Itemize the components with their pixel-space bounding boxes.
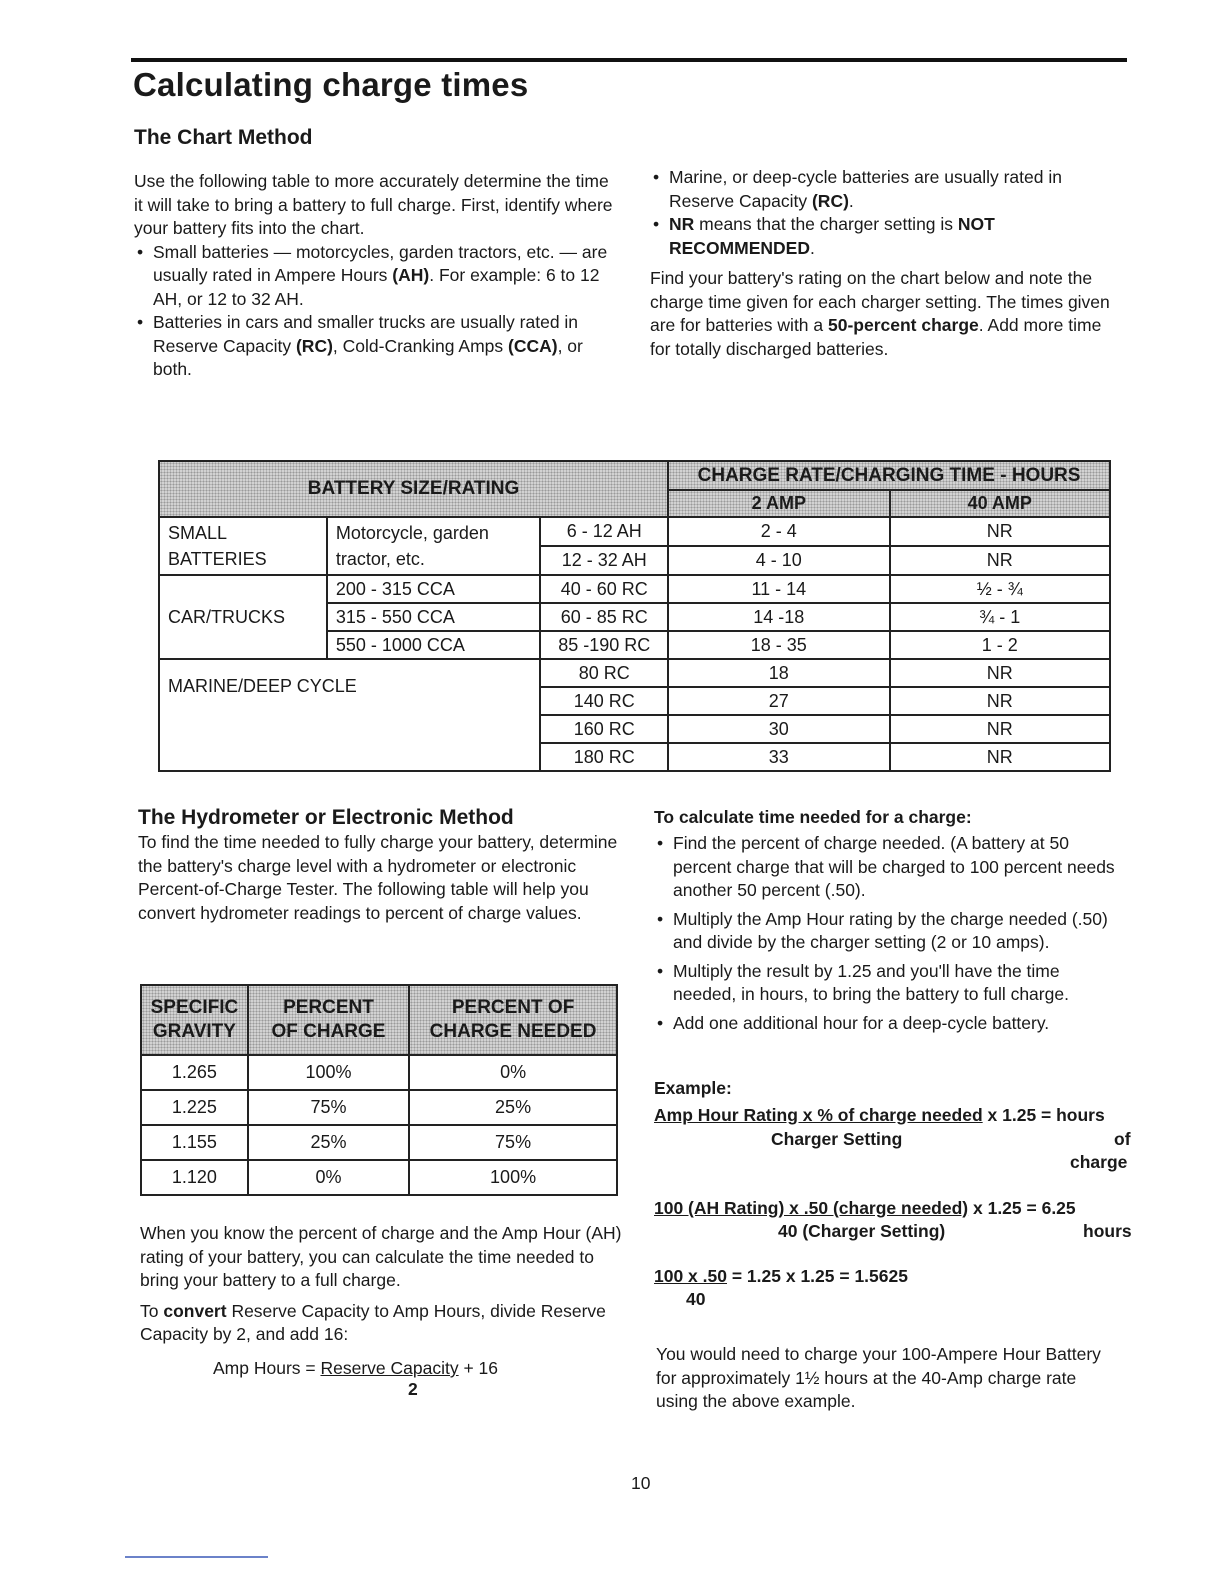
page-number: 10 [631,1473,651,1493]
bullet-small-batteries: • Small batteries — motorcycles, garden tractors, etc. — are usually rated in Ampere Hours (AH). For example: 6 to 12 AH, or 12 to 32 AH. [134,241,620,312]
bottom-accent-line [125,1556,268,1558]
example-hours: hours [1083,1221,1132,1241]
group-marine-deep-cycle: MARINE/DEEP CYCLE [159,659,540,771]
chart-find-paragraph: Find your battery's rating on the chart below and note the charge time given for each charger setting. The times given are for batteries with a 50-percent charge. Add more time for totally discharged batteries. [650,268,1110,359]
example-result: 100 x .50 = 1.25 x 1.25 = 1.5625 [654,1266,908,1286]
amp2-cell: 11 - 14 [668,575,889,603]
calc-step: • Find the percent of charge needed. (A battery at 50 percent charge that will be charged to 100 percent needs another 50 percent (.50). [654,832,1124,903]
percent-cell: 25% [248,1125,409,1160]
closing-paragraph: You would need to charge your 100-Ampere Hour Battery for approximately 1½ hours at the 40-Amp charge rate using the above example. [656,1344,1101,1411]
needed-cell: 0% [409,1055,617,1090]
bullet-nr-meaning: • NR means that the charger setting is NOT RECOMMENDED. [650,213,1122,260]
needed-cell: 100% [409,1160,617,1195]
calc-steps [654,832,1124,1035]
example-label: Example: [654,1078,732,1098]
rating-cell: 140 RC [540,687,668,715]
gravity-cell: 1.120 [141,1160,248,1195]
top-rule [131,58,1127,62]
example-formula: Amp Hour Rating x % of charge needed x 1.25 = hours [654,1105,1105,1125]
bullet-marine-batteries: • Marine, or deep-cycle batteries are usually rated in Reserve Capacity (RC). [650,166,1122,213]
rating-cell: 6 - 12 AH [540,517,668,546]
rating-cell: 85 -190 RC [540,631,668,659]
gravity-cell: 1.155 [141,1125,248,1160]
amp40-cell: ½ - ¾ [890,575,1110,603]
amp2-cell: 18 - 35 [668,631,889,659]
cca-cell: 550 - 1000 CCA [327,631,541,659]
header-percent-needed: PERCENT OF CHARGE NEEDED [409,985,617,1055]
example-substitution: 100 (AH Rating) x .50 (charge needed) x 1.25 = 6.25 [654,1198,1076,1218]
rating-cell: 80 RC [540,659,668,687]
amp2-cell: 18 [668,659,889,687]
group-small-batteries: SMALL BATTERIES [159,517,327,575]
percent-cell: 0% [248,1160,409,1195]
amp40-cell: NR [890,687,1110,715]
header-charge-rate: CHARGE RATE/CHARGING TIME - HOURS [668,461,1110,490]
hydrometer-table [140,984,618,1196]
amp2-cell: 4 - 10 [668,546,889,575]
header-specific-gravity: SPECIFIC GRAVITY [141,985,248,1055]
rating-cell: 12 - 32 AH [540,546,668,575]
amp40-cell: NR [890,743,1110,771]
amp40-cell: ¾ - 1 [890,603,1110,631]
amp40-cell: 1 - 2 [890,631,1110,659]
gravity-cell: 1.265 [141,1055,248,1090]
amp40-cell: NR [890,517,1110,546]
amp40-cell: NR [890,715,1110,743]
header-2-amp: 2 AMP [668,490,889,517]
needed-cell: 75% [409,1125,617,1160]
hydrometer-intro: To find the time needed to fully charge your battery, determine the battery's charge level with a hydrometer or electronic Percent-of-Charge Tester. The following table will help you convert hydrometer readings to percent of charge values. [138,832,618,923]
rating-cell: 180 RC [540,743,668,771]
example-charge: charge [1070,1152,1128,1172]
header-battery-size: BATTERY SIZE/RATING [159,461,668,517]
bullet-car-batteries: • Batteries in cars and smaller trucks are usually rated in Reserve Capacity (RC), Cold-Cranking Amps (CCA), or both. [134,311,620,382]
chart-method-right-column [650,166,1122,361]
amp2-cell: 30 [668,715,889,743]
charge-time-table [158,460,1111,772]
example-substitution-denominator: 40 (Charger Setting) [778,1221,946,1241]
amp2-cell: 27 [668,687,889,715]
page-title: Calculating charge times [133,66,529,103]
calc-step: • Multiply the result by 1.25 and you'll have the time needed, in hours, to bring the battery to full charge. [654,960,1124,1007]
calc-step: • Multiply the Amp Hour rating by the charge needed (.50) and divide by the charger setting (2 or 10 amps). [654,908,1124,955]
amp2-cell: 2 - 4 [668,517,889,546]
amp2-cell: 33 [668,743,889,771]
header-percent-of-charge: PERCENT OF CHARGE [248,985,409,1055]
amp40-cell: NR [890,546,1110,575]
group-car-trucks: CAR/TRUCKS [159,575,327,659]
rating-cell: 160 RC [540,715,668,743]
cca-cell: 200 - 315 CCA [327,575,541,603]
rating-cell: 40 - 60 RC [540,575,668,603]
header-40-amp: 40 AMP [890,490,1110,517]
rating-cell: 60 - 85 RC [540,603,668,631]
chart-method-left-column [134,170,620,382]
convert-paragraph: To convert Reserve Capacity to Amp Hours, divide Reserve Capacity by 2, and add 16: [140,1300,606,1344]
example-of: of [1114,1129,1131,1149]
rc-to-ah-formula: Amp Hours = Reserve Capacity + 16 [213,1358,499,1378]
needed-cell: 25% [409,1090,617,1125]
small-description: Motorcycle, garden tractor, etc. [327,517,541,575]
formula-denominator: 2 [408,1379,418,1399]
chart-method-heading: The Chart Method [134,126,313,149]
amp2-cell: 14 -18 [668,603,889,631]
chart-intro: Use the following table to more accurately determine the time it will take to bring a battery to full charge. First, identify where your battery fits into the chart. [134,171,613,238]
calc-step: • Add one additional hour for a deep-cycle battery. [654,1012,1124,1036]
example-formula-denominator: Charger Setting [771,1129,903,1149]
percent-cell: 100% [248,1055,409,1090]
cca-cell: 315 - 550 CCA [327,603,541,631]
charge-calc-paragraph: When you know the percent of charge and the Amp Hour (AH) rating of your battery, you can calculate the time needed to bring your battery to a full charge. [140,1223,622,1290]
hydrometer-heading: The Hydrometer or Electronic Method [138,806,514,829]
example-result-denominator: 40 [686,1289,706,1309]
hydrometer-after-table [140,1222,626,1347]
amp40-cell: NR [890,659,1110,687]
gravity-cell: 1.225 [141,1090,248,1125]
calc-heading: To calculate time needed for a charge: [654,807,972,827]
percent-cell: 75% [248,1090,409,1125]
